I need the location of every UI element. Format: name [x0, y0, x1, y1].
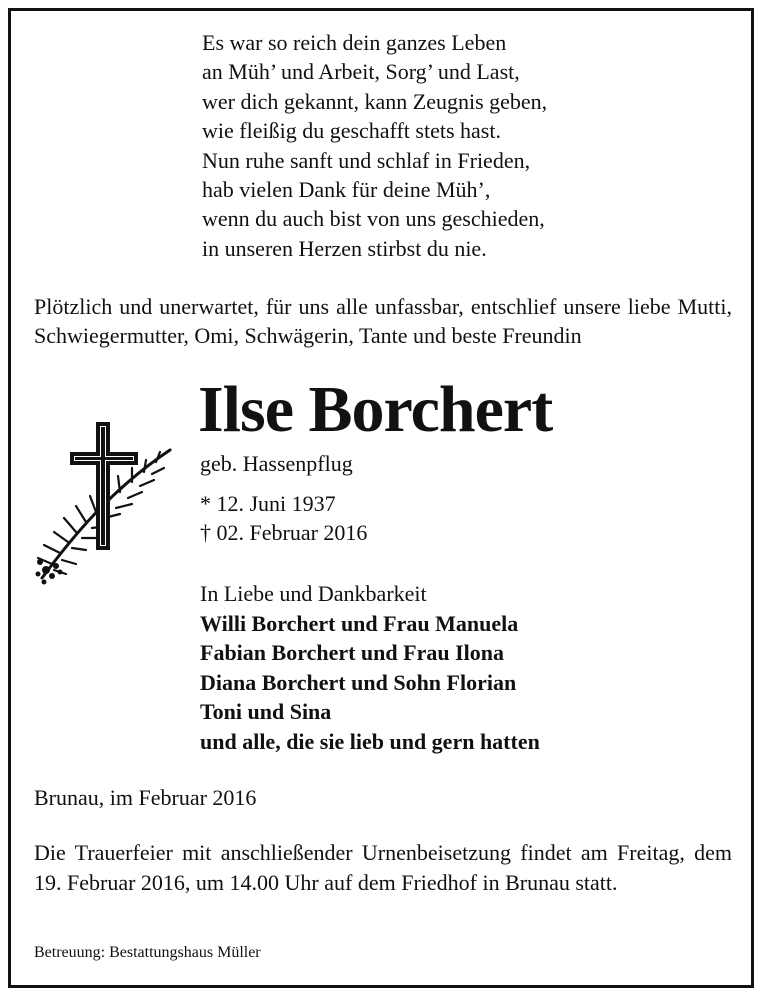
ceremony-text: Die Trauerfeier mit anschließender Urnenbeisetzung findet am Freitag, dem 19. Februar 2016, um 14.00 Uhr auf dem Friedhof in Brunau statt. — [34, 840, 732, 895]
poem — [202, 28, 547, 263]
mourner-name: Fabian Borchert und Frau Ilona — [200, 640, 504, 666]
poem-line: an Müh’ und Arbeit, Sorg’ und Last, — [202, 59, 520, 85]
mourner-name: und alle, die sie lieb und gern hatten — [200, 728, 540, 754]
cross-with-palm-branch-icon — [30, 420, 180, 590]
deceased-name: Ilse Borchert — [198, 373, 553, 446]
poem-line: wer dich gekannt, kann Zeugnis geben, — [202, 88, 548, 114]
poem-line: Es war so reich dein ganzes Leben — [202, 30, 507, 55]
funeral-home-credit: Betreuung: Bestattungshaus Müller — [34, 944, 261, 961]
mourner-name: Willi Borchert und Frau Manuela — [200, 610, 519, 636]
poem-line: wie fleißig du geschafft stets hast. — [202, 118, 501, 144]
death-date: † 02. Februar 2016 — [200, 520, 368, 545]
mourner-name: Toni und Sina — [200, 699, 332, 725]
place-date: Brunau, im Februar 2016 — [34, 785, 257, 810]
birth-date: * 12. Juni 1937 — [200, 491, 336, 516]
poem-line: in unseren Herzen stirbst du nie. — [202, 235, 487, 261]
poem-line: Nun ruhe sanft und schlaf in Frieden, — [202, 147, 531, 173]
mourners-block — [200, 579, 540, 757]
birth-death-block — [200, 449, 367, 547]
intro-text: Plötzlich und unerwartet, für uns alle unfassbar, entschlief unsere liebe Mutti, Schwiegermutter, Omi, Schwägerin, Tante und beste Freundin — [34, 294, 732, 348]
maiden-name: geb. Hassenpflug — [200, 451, 353, 476]
poem-line: wenn du auch bist von uns geschieden, — [202, 206, 545, 232]
mourner-name: Diana Borchert und Sohn Florian — [200, 669, 517, 695]
poem-line: hab vielen Dank für deine Müh’, — [202, 177, 491, 203]
mourners-lead: In Liebe und Dankbarkeit — [200, 581, 427, 606]
